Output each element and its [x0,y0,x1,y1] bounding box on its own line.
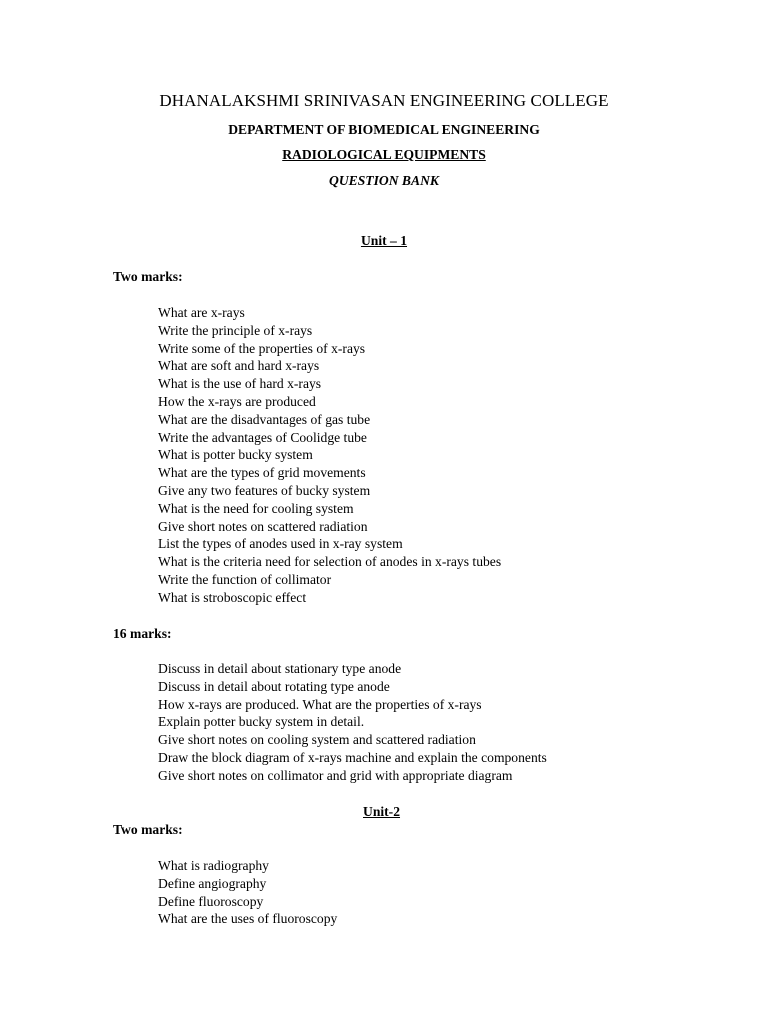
college-name: DHANALAKSHMI SRINIVASAN ENGINEERING COLLEGE [159,91,609,110]
subject-title: RADIOLOGICAL EQUIPMENTS [282,147,486,162]
document-page: DHANALAKSHMI SRINIVASAN ENGINEERING COLLEGE DEPARTMENT OF BIOMEDICAL ENGINEERING RADIOLOGICAL EQUIPMENTS QUESTION BANK Unit – 1 Two marks: What are x-rays Write the principle of x-rays Write some of the properties of x-rays What are soft and hard x-rays What is the use of hard x-rays How the x-rays are produced What are the disadvantages of gas tube Write the advantages of Coolidge tube What is potter bucky system What are the types of grid movements Give any two features of bucky system What is the need for cooling system Give short notes on scattered radiation List the types of anodes used in x-ray system What is the criteria need for selection of anodes in x-rays tubes Write the function of collimator What is stroboscopic effect 16 marks: Discuss in detail about stationary type anode Discuss in detail about rotating type anode How x-rays are produced. What are the properties of x-rays Explain potter bucky system in detail. Give short notes on cooling system and scattered radiation Draw the block diagram of x-rays machine and explain the components Give short notes on collimator and grid with appropriate diagram Unit-2 Two marks: What is radiography Define angiography Define fluoroscopy What are the uses of fluoroscopy [0,0,768,1024]
unit-1-heading: Unit – 1 [360,233,408,248]
unit-2-two-marks-heading: Two marks: [113,822,183,837]
department-name: DEPARTMENT OF BIOMEDICAL ENGINEERING [228,122,540,137]
unit-1-sixteen-marks-heading: 16 marks: [113,626,172,641]
document-type: QUESTION BANK [329,173,439,188]
unit-1-two-marks-heading: Two marks: [113,269,183,284]
unit-2-heading: Unit-2 [363,804,401,819]
